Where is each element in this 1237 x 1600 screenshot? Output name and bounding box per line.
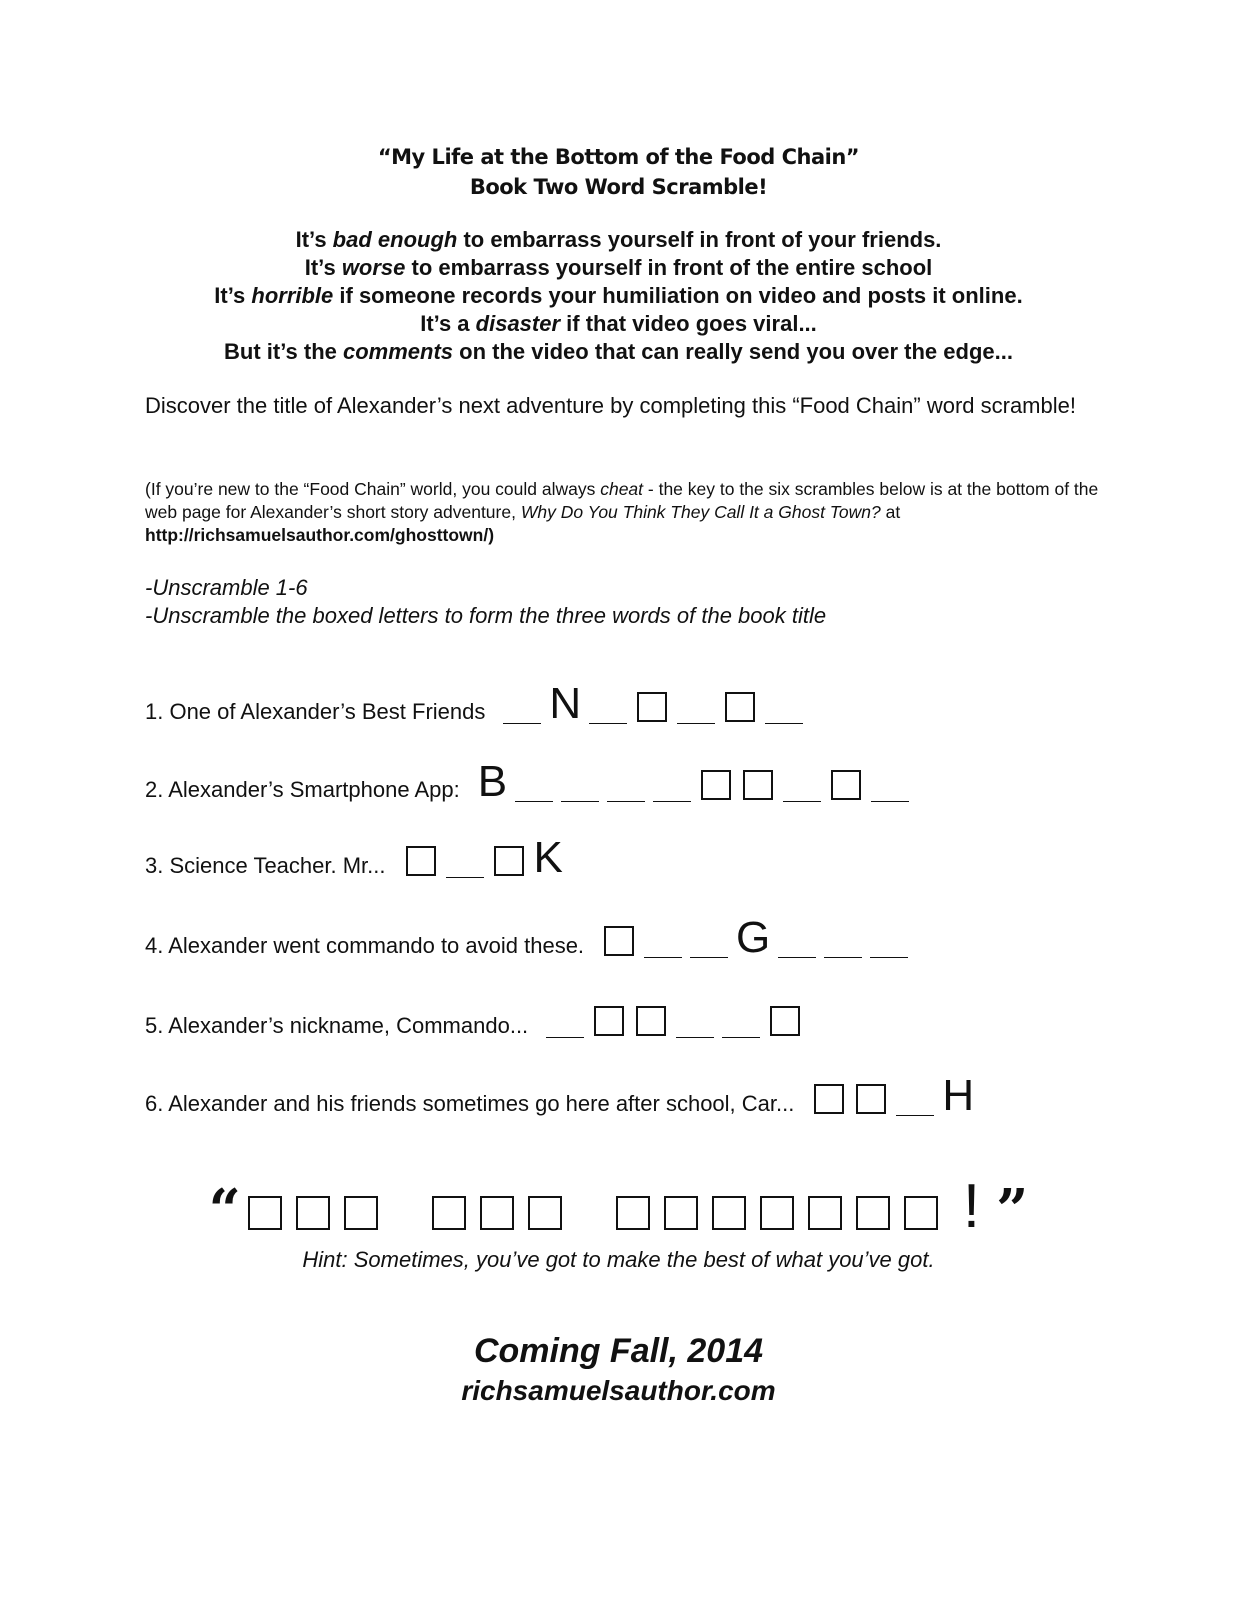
instructions [145, 574, 826, 630]
clue-row-1 [145, 668, 807, 728]
letter-blank[interactable] [783, 801, 821, 802]
answer-box[interactable] [712, 1196, 746, 1230]
clue-label: 2. Alexander’s Smartphone App: [145, 777, 460, 802]
letter-blank[interactable] [561, 801, 599, 802]
letter-blank[interactable] [824, 957, 862, 958]
letter-blank[interactable] [446, 877, 484, 878]
answer-box[interactable] [856, 1196, 890, 1230]
worksheet-title [0, 142, 1237, 202]
letter-box[interactable] [856, 1084, 886, 1114]
letter-box[interactable] [701, 770, 731, 800]
letter-blank[interactable] [896, 1115, 934, 1116]
answer-box[interactable] [248, 1196, 282, 1230]
letter-blank[interactable] [870, 957, 908, 958]
clue-row-5 [145, 982, 806, 1042]
hint-text: Hint: Sometimes, you’ve got to make the best of what you’ve got. [302, 1247, 935, 1272]
letter-blank[interactable] [690, 957, 728, 958]
given-letter: K [533, 833, 563, 882]
letter-box[interactable] [494, 846, 524, 876]
clue-label: 3. Science Teacher. Mr... [145, 853, 386, 878]
answer-box[interactable] [904, 1196, 938, 1230]
answer-box[interactable] [616, 1196, 650, 1230]
given-letter: G [736, 913, 771, 962]
letter-blank[interactable] [765, 723, 803, 724]
letter-blank[interactable] [546, 1037, 584, 1038]
letter-box[interactable] [814, 1084, 844, 1114]
letter-box[interactable] [831, 770, 861, 800]
answer-box[interactable] [664, 1196, 698, 1230]
letter-box[interactable] [406, 846, 436, 876]
instruction-line-1: -Unscramble 1-6 [145, 575, 308, 600]
letter-blank[interactable] [676, 1037, 714, 1038]
intro-block [0, 226, 1237, 366]
instruction-line-2: -Unscramble the boxed letters to form the three words of the book title [145, 603, 827, 628]
letter-box[interactable] [604, 926, 634, 956]
open-quote: “ [208, 1177, 241, 1243]
answer-box[interactable] [480, 1196, 514, 1230]
intro-line: It’s horrible if someone records your humiliation on video and posts it online. [214, 283, 1023, 308]
letter-box[interactable] [636, 1006, 666, 1036]
given-letter: N [549, 679, 582, 728]
clue-row-3 [145, 822, 567, 882]
ghosttown-link[interactable]: http://richsamuelsauthor.com/ghosttown/) [145, 525, 495, 545]
letter-box[interactable] [743, 770, 773, 800]
clue-row-4 [145, 902, 912, 962]
title-line-1: “My Life at the Bottom of the Food Chain” [377, 145, 860, 169]
answer-box[interactable] [808, 1196, 842, 1230]
answer-box[interactable] [760, 1196, 794, 1230]
website-link[interactable]: richsamuelsauthor.com [461, 1375, 776, 1406]
answer-box[interactable] [432, 1196, 466, 1230]
letter-box[interactable] [725, 692, 755, 722]
letter-blank[interactable] [503, 723, 541, 724]
intro-line: But it’s the comments on the video that can really send you over the edge... [224, 339, 1013, 364]
clue-row-6 [145, 1060, 978, 1120]
letter-blank[interactable] [644, 957, 682, 958]
discover-paragraph: Discover the title of Alexander’s next adventure by completing this “Food Chain” word scramble! [145, 393, 1076, 418]
letter-blank[interactable] [677, 723, 715, 724]
letter-box[interactable] [770, 1006, 800, 1036]
coming-soon: Coming Fall, 2014 [473, 1332, 764, 1370]
title-line-2: Book Two Word Scramble! [469, 175, 768, 199]
given-letter: B [477, 757, 508, 806]
letter-blank[interactable] [607, 801, 645, 802]
intro-line: It’s worse to embarrass yourself in front of the entire school [304, 255, 933, 280]
intro-line: It’s bad enough to embarrass yourself in front of your friends. [295, 227, 942, 252]
letter-blank[interactable] [589, 723, 627, 724]
given-letter: H [942, 1071, 975, 1120]
close-quote: ” [996, 1177, 1029, 1243]
cheat-note: (If you’re new to the “Food Chain” world, you could always cheat - the key to the six scrambles below is at the bottom of the web page for Alexander’s short story adventure, Why Do You Think They Call It a Ghost Town? at http://richsamuelsauthor.com/ghosttown/) [145, 479, 1099, 545]
letter-blank[interactable] [871, 801, 909, 802]
letter-box[interactable] [594, 1006, 624, 1036]
letter-blank[interactable] [515, 801, 553, 802]
clue-label: 1. One of Alexander’s Best Friends [145, 699, 486, 724]
letter-box[interactable] [637, 692, 667, 722]
letter-blank[interactable] [778, 957, 816, 958]
clue-row-2 [145, 746, 913, 806]
clue-label: 4. Alexander went commando to avoid these. [145, 933, 585, 958]
book-title-answer [0, 1168, 1237, 1243]
clue-label: 5. Alexander’s nickname, Commando... [145, 1013, 529, 1038]
letter-blank[interactable] [722, 1037, 760, 1038]
clue-label: 6. Alexander and his friends sometimes go here after school, Car... [145, 1091, 795, 1116]
answer-box[interactable] [344, 1196, 378, 1230]
answer-box[interactable] [528, 1196, 562, 1230]
intro-line: It’s a disaster if that video goes viral... [420, 311, 817, 336]
answer-box[interactable] [296, 1196, 330, 1230]
exclamation-mark: ! [962, 1172, 981, 1241]
letter-blank[interactable] [653, 801, 691, 802]
